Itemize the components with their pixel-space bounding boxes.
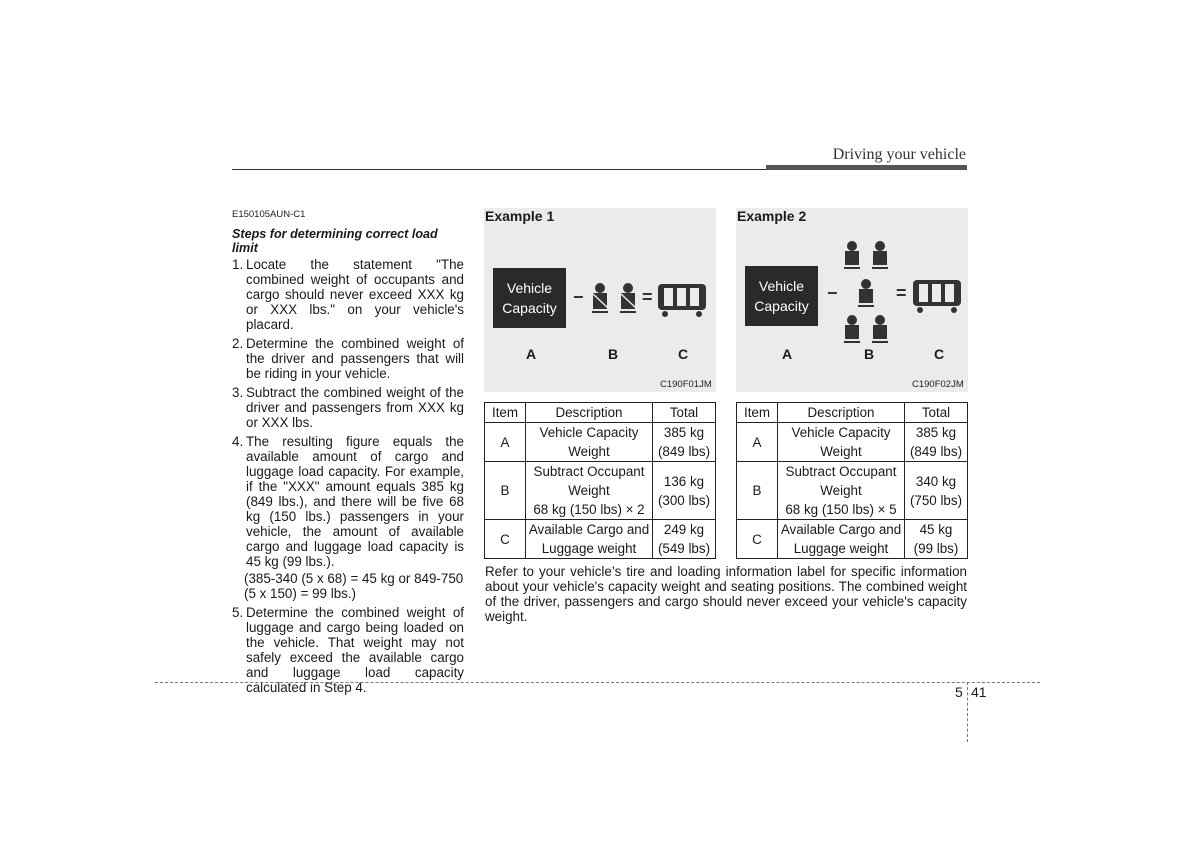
example-2-table xyxy=(736,402,968,559)
label-c: C xyxy=(934,346,945,362)
section-code: E150105AUN-C1 xyxy=(232,209,306,220)
vehicle-capacity-box: Vehicle Capacity xyxy=(745,266,818,326)
seatbelt-person-icon-group xyxy=(840,240,896,344)
cargo-seat-icon xyxy=(912,278,962,314)
calculation-note: (385-340 (5 x 68) = 45 kg or 849-750 (5 x 150) = 99 lbs.) xyxy=(244,571,464,601)
table-header-row: Item Description Total xyxy=(737,403,968,423)
step-1: 1. Locate the statement "The combined weight of occupants and cargo should never exceed XXX kg or XXX lbs." on your vehicle's placard. xyxy=(232,257,464,332)
seatbelt-person-icon xyxy=(588,282,644,316)
minus-sign: − xyxy=(573,287,584,307)
capacity-note-paragraph: Refer to your vehicle’s tire and loading information label for specific information about your vehicle's capacity weight and seating positions. The combined weight of the driver, passengers and cargo should never exceed your vehicle's capacity weight. xyxy=(485,564,967,624)
table-row: A Vehicle Capacity Weight 385 kg (849 lbs) xyxy=(485,423,716,462)
minus-sign: − xyxy=(827,283,838,303)
example-1-table xyxy=(484,402,716,559)
table-header-row: Item Description Total xyxy=(485,403,716,423)
left-column xyxy=(232,207,464,699)
figure-code: C190F01JM xyxy=(660,379,712,390)
footer-divider xyxy=(155,682,1040,683)
table-row: B Subtract Occupant Weight 68 kg (150 lbs) × 2 136 kg (300 lbs) xyxy=(485,462,716,520)
label-b: B xyxy=(608,346,619,362)
header-bar xyxy=(766,165,967,170)
figure-code: C190F02JM xyxy=(912,379,964,390)
table-row: C Available Cargo and Luggage weight 45 kg (99 lbs) xyxy=(737,520,968,559)
header-rule xyxy=(232,169,766,170)
section-heading: Steps for determining correct load limit xyxy=(232,227,438,255)
step-2: 2. Determine the combined weight of the driver and passengers that will be riding in your vehicle. xyxy=(232,336,464,381)
vehicle-capacity-box: Vehicle Capacity xyxy=(493,268,566,328)
equals-sign: = xyxy=(642,287,653,307)
footer-vertical-divider xyxy=(967,682,968,742)
step-4: 4. The resulting figure equals the available amount of cargo and luggage load capacity. For example, if the "XXX" amount equals 385 kg (849 lbs.), and there will be five 68 kg (150 lbs.) passengers in your vehicle, the amount of available cargo and luggage load capacity is 45 kg (99 lbs.). xyxy=(232,434,464,569)
label-a: A xyxy=(526,346,537,362)
step-3: 3. Subtract the combined weight of the driver and passengers from XXX kg or XXX lbs. xyxy=(232,385,464,430)
label-b: B xyxy=(864,346,875,362)
step-5: 5. Determine the combined weight of luggage and cargo being loaded on the vehicle. That weight may not safely exceed the available cargo and luggage load capacity calculated in Step 4. xyxy=(232,605,464,695)
page-number: 41 xyxy=(971,684,987,700)
table-row: C Available Cargo and Luggage weight 249 kg (549 lbs) xyxy=(485,520,716,559)
equals-sign: = xyxy=(896,283,907,303)
example-1-label: Example 1 xyxy=(485,208,555,224)
label-c: C xyxy=(678,346,689,362)
label-a: A xyxy=(782,346,793,362)
example-2-figure xyxy=(736,208,968,392)
page-header-title: Driving your vehicle xyxy=(832,146,966,163)
example-1-figure xyxy=(484,208,716,392)
steps-list xyxy=(232,257,464,569)
section-number: 5 xyxy=(955,684,963,700)
table-row: A Vehicle Capacity Weight 385 kg (849 lbs) xyxy=(737,423,968,462)
table-row: B Subtract Occupant Weight 68 kg (150 lbs) × 5 340 kg (750 lbs) xyxy=(737,462,968,520)
example-2-label: Example 2 xyxy=(737,208,807,224)
cargo-seat-icon xyxy=(657,282,707,318)
